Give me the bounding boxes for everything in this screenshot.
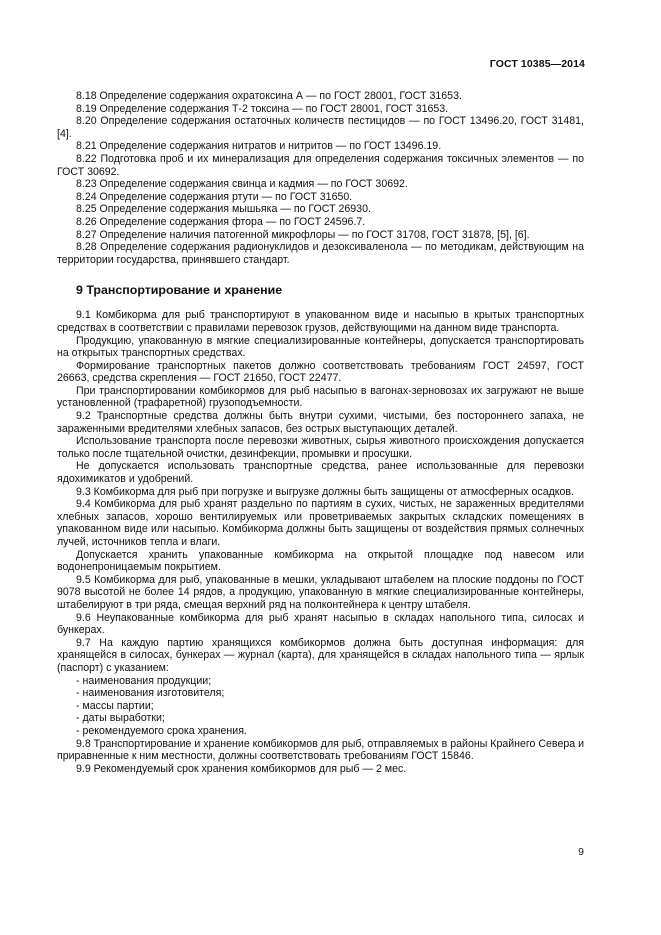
clause-9-7: 9.7 На каждую партию хранящихся комбикормов должна быть доступная информация: для хранящейся в силосах, бункерах — журнал (карта), для хранящейся в складах напольного типа — ярлык (паспорт) с указанием: xyxy=(57,636,584,674)
clause-9-1: 9.1 Комбикорма для рыб транспортируют в упакованном виде и насыпью в крытых транспортных средствах в соответствии с правилами перевозок грузов, действующими на данном виде транспорта. xyxy=(57,309,584,334)
document-id-header: ГОСТ 10385—2014 xyxy=(489,58,585,70)
clause-8-22: 8.22 Подготовка проб и их минерализация для определения содержания токсичных элементов — по ГОСТ 30692. xyxy=(57,152,584,178)
clause-8-19: 8.19 Определение содержания Т-2 токсина — по ГОСТ 28001, ГОСТ 31653. xyxy=(76,102,449,115)
clause-9-9: 9.9 Рекомендуемый срок хранения комбикормов для рыб — 2 мес. xyxy=(76,762,407,775)
list-item: - наименования продукции; xyxy=(76,674,212,687)
clause-9-8: 9.8 Транспортирование и хранение комбикормов для рыб, отправляемых в районы Крайнего Севера и приравненные к ним местности, должны соответствовать требованиям ГОСТ 15846. xyxy=(57,737,584,763)
paragraph: Допускается хранить упакованные комбикорма на открытой площадке под навесом или водонепроницаемым покрытием. xyxy=(57,548,584,574)
paragraph: Не допускается использовать транспортные средства, ранее использованные для перевозки ядохимикатов и удобрений. xyxy=(57,460,584,486)
paragraph: Продукцию, упакованную в мягкие специализированные контейнеры, допускается транспортировать на открытых транспортных средствах. xyxy=(57,334,584,360)
clause-8-25: 8.25 Определение содержания мышьяка — по ГОСТ 26930. xyxy=(76,203,371,216)
paragraph: При транспортировании комбикормов для рыб насыпью в вагонах-зерновозах их загружают не выше установленной (трафаретной) грузоподъемности. xyxy=(57,384,584,410)
list-item: - даты выработки; xyxy=(76,712,165,725)
paragraph: Формирование транспортных пакетов должно соответствовать требованиям ГОСТ 24597, ГОСТ 26663, средства скрепления — ГОСТ 21650, ГОСТ 22477. xyxy=(57,359,584,385)
list-item: - рекомендуемого срока хранения. xyxy=(76,724,247,737)
clause-8-27: 8.27 Определение наличия патогенной микрофлоры — по ГОСТ 31708, ГОСТ 31878, [5], [6]. xyxy=(76,228,530,241)
clause-8-23: 8.23 Определение содержания свинца и кадмия — по ГОСТ 30692. xyxy=(76,178,408,191)
clause-8-26: 8.26 Определение содержания фтора — по ГОСТ 24596.7. xyxy=(76,215,366,228)
clause-8-28: 8.28 Определение содержания радионуклидов и дезоксиваленола — по методикам, действующим на территории государства, принявшего стандарт. xyxy=(57,241,584,266)
clause-9-2: 9.2 Транспортные средства должны быть внутри сухими, чистыми, без постороннего запаха, не зараженными вредителями хлебных запасов, без острых выступающих деталей. xyxy=(57,410,584,435)
paragraph: Использование транспорта после перевозки животных, сырья животного происхождения допускается только после тщательной очистки, дезинфекции, промывки и просушки. xyxy=(57,435,584,460)
info-list xyxy=(57,675,584,738)
list-item: - наименования изготовителя; xyxy=(76,687,225,700)
page-number: 9 xyxy=(578,846,584,858)
section-8-list xyxy=(57,90,584,266)
document-body xyxy=(57,90,584,775)
clause-9-5: 9.5 Комбикорма для рыб, упакованные в мешки, укладывают штабелем на плоские поддоны по ГОСТ 9078 высотой не более 14 рядов, а продукцию, упакованную в мягкие специализированные контейнеры, штабелируют в три ряда, смещая верхний ряд на полконтейнера к центру штабеля. xyxy=(57,573,584,611)
clause-9-3: 9.3 Комбикорма для рыб при погрузке и выгрузке должны быть защищены от атмосферных осадков. xyxy=(76,485,574,498)
section-9-body xyxy=(57,309,584,775)
section-9-heading: 9 Транспортирование и хранение xyxy=(76,283,283,298)
clause-8-18: 8.18 Определение содержания охратоксина А — по ГОСТ 28001, ГОСТ 31653. xyxy=(76,90,462,102)
list-item: - массы партии; xyxy=(76,699,154,712)
clause-8-21: 8.21 Определение содержания нитратов и нитритов — по ГОСТ 13496.19. xyxy=(76,140,442,153)
clause-8-24: 8.24 Определение содержания ртути — по ГОСТ 31650. xyxy=(76,190,353,203)
clause-8-20: 8.20 Определение содержания остаточных количеств пестицидов — по ГОСТ 13496.20, ГОСТ 31481, [4]. xyxy=(57,115,584,140)
clause-9-4: 9.4 Комбикорма для рыб хранят раздельно по партиям в сухих, чистых, не зараженных вредителями хлебных запасов, хорошо вентилируемых или проветриваемых закрытых складских помещениях в упакованном виде или насыпью. Комбикорма должны быть защищены от воздействия прямых солнечных лучей, источников тепла и влаги. xyxy=(57,498,584,548)
clause-9-6: 9.6 Неупакованные комбикорма для рыб хранят насыпью в складах напольного типа, силосах и бункерах. xyxy=(57,611,584,637)
